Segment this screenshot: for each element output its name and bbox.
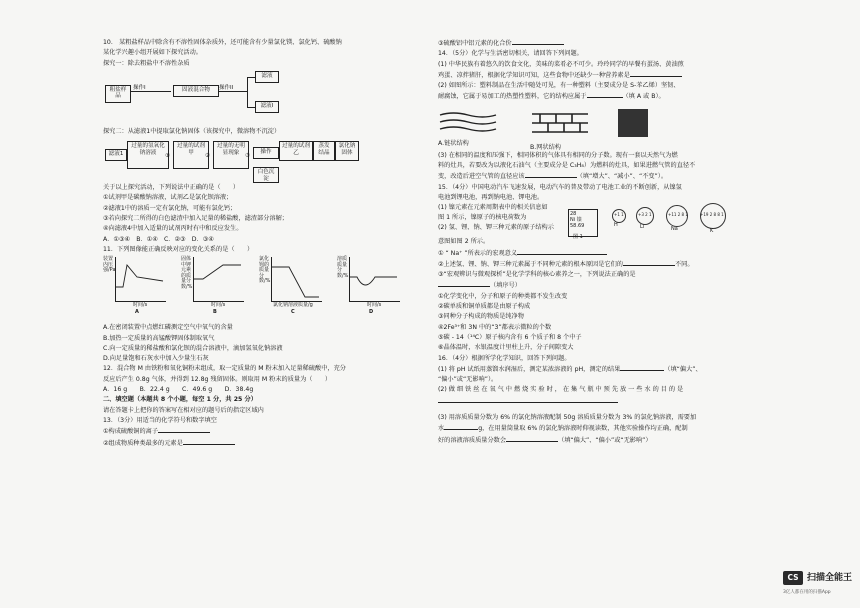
graph-b-ylabel: 固体中钾元素的质量分数/%: [181, 256, 193, 290]
q15-option-3: ③同种分子构成的物质是纯净物: [438, 313, 524, 321]
q14-stem: 14．（5分）化学与生活密切相关，请回答下列问题。: [438, 50, 583, 58]
q15-blank-r1[interactable]: [517, 248, 607, 255]
q15-option-6: ⑥晶体温时，水银温度计里柱上升，分子间隙变大: [438, 344, 574, 352]
q14-3-hint: （填“增大”、“减小”、“不变”）。: [576, 173, 668, 181]
explore2-title: 探究二：从滤液1中提取氯化钠固体（该探究中，微溶物不沉淀）: [103, 127, 281, 135]
q10-choices: A．①③④ B．①④ C．②③ D．③④: [103, 235, 214, 243]
chain-structure-image: [438, 109, 498, 137]
q11-stem: 11．下列图像能正确反映对应的变化关系的是（ ）: [103, 245, 254, 253]
graph-c: [259, 256, 323, 316]
graph-b: [181, 256, 245, 316]
graph-c-letter: C: [291, 309, 295, 316]
scanner-app-tagline: 3亿人都在用的扫描App: [783, 590, 831, 595]
q15-stem-2: 电池到锂电池，再到钠电池、钾电池。: [438, 193, 544, 201]
q13-item3: [438, 38, 760, 49]
q15-r2-text: ②上述氢、锂、钠、钾三种元素属于不同种元素的根本原因是它们的: [438, 260, 623, 268]
q15-1-line1: (1) 镍元素在元素周期表中的相关信息如: [438, 204, 548, 212]
q16-blank3[interactable]: [444, 423, 478, 430]
q13-item1-text: ①构成硫酸铜的离子: [103, 428, 159, 436]
graph-d-xlabel: 时间/s: [367, 302, 382, 309]
q14-blank3[interactable]: [525, 171, 577, 178]
part2-heading: 二、填空题（本题共 8 个小题，每空 1 分，共 25 分）: [103, 396, 257, 404]
q13-item3-text: ③硫酸铝中铝元素的化合价: [438, 40, 512, 47]
q10-intro-line2: 某化学兴趣小组开展如下探究活动。: [103, 49, 202, 57]
q15-r2: [438, 259, 760, 270]
lithium-label: Li: [640, 224, 645, 231]
q16-3-text: g，在用量筒量取 6% 的氯化钠溶液时仰视读数，其他实验操作均正确，配制: [478, 425, 688, 433]
q10-intro-line1: 10. 某粗盐样品中除含有不溶性固体杂质外，还可能含有少量氯化镁、氯化钙、硫酸钠: [103, 39, 342, 46]
q11-option-b: B.加热一定质量的高锰酸钾固体制取氧气: [103, 334, 215, 342]
op2-label: 操作II: [219, 84, 234, 91]
atom-figures: [438, 203, 760, 241]
q15-option-5: ⑤碳 - 14（¹⁴C）原子核内含有 6 个质子和 8 个中子: [438, 333, 582, 341]
graph-d-curve: [349, 257, 399, 301]
graph-a-xlabel: 时间/s: [133, 302, 148, 309]
q14-1-text: 鸡蛋、凉拌猪肝，根据化学知识可知，这些食物中还缺少一种营养素是: [438, 71, 630, 79]
potassium-label: K: [710, 228, 714, 235]
filtrate1-box: 滤液I: [255, 101, 279, 113]
graph-a-ylabel: 装置内压强/Pa: [103, 256, 116, 274]
q14-3-line1: (3) 在相同的温度和压强下，相同体积的气体具有相同的分子数。现有一套以天然气为燃: [438, 151, 678, 159]
operation-box: 操作: [253, 147, 279, 159]
filtrate1-start: 滤液1: [105, 149, 127, 161]
q14-2-line2: [438, 91, 760, 102]
q16-blank4[interactable]: [506, 435, 558, 442]
explore1-title: 探究一：除去粗盐中不溶性杂质: [103, 59, 190, 67]
graph-b-letter: B: [213, 309, 217, 316]
graph-d-ylabel: 溶质质量分数/%: [337, 256, 349, 279]
nickel-atomic-number: 28: [570, 211, 577, 218]
part2-note: 请在答题卡上把你的答案写在相对应的题号后的指定区域内: [103, 406, 264, 414]
q15-r2-tail: 不同。: [674, 260, 694, 268]
network-structure-image: [530, 109, 590, 137]
q16-3-water: 水: [438, 425, 445, 433]
q15-blank-r3[interactable]: [438, 280, 490, 287]
q16-3-line3: [438, 435, 760, 446]
filtrate-box: 滤液: [255, 71, 279, 83]
reagent2-box: 过量的试剂甲: [173, 141, 209, 169]
q16-1-line2: “偏小”或“无影响”）。: [438, 376, 498, 384]
q14-2-text: 耐腐蚀，它属于易加工的热塑性塑料，它的结构应属于: [438, 93, 587, 101]
q16-1-hint: （填“偏大”、: [664, 365, 702, 373]
q12-line1: 12．混合物 M 由铁粉和氧化铜粉末组成，取一定质量的 M 粉末加入足量稀硫酸中，充分: [103, 365, 346, 373]
q11-option-d: D.向足量饱和石灰水中加入少量生石灰: [103, 355, 209, 363]
right-column: [438, 38, 760, 446]
reagent3-box: 过量的无明显现象: [213, 141, 249, 169]
q15-2-line1: (2) 氢、锂、钠、钾三种元素的原子结构示: [438, 224, 554, 232]
q10-stem: 关于以上探究活动，下列说法中正确的是（ ）: [103, 184, 240, 192]
q16-3-line1: (3) 用溶质质量分数为 6% 的氯化钠溶液配制 50g 溶质质量分数为 3% 的氯化钠溶液，需要加: [438, 414, 697, 422]
q15-blank-r2[interactable]: [623, 259, 675, 266]
sodium-label: Na: [671, 226, 678, 233]
network-structure-label: B.网状结构: [530, 143, 561, 151]
q10-option-4: ④向滤液4中加入适量的试剂丙时有中和反应发生。: [103, 225, 243, 233]
chain-structure-label: A.链状结构: [438, 139, 469, 147]
lithium-shells: +3 2 1: [638, 212, 652, 218]
q14-2-line1: (2) 如图所示：塑料制品在生活中随处可见，有一种塑料（主要成分是 S-苯乙烯）坚韧、: [438, 82, 680, 90]
graph-a-letter: A: [135, 309, 139, 316]
nacl-solid-box: 氯化钠固体: [335, 141, 359, 161]
q13-blank2[interactable]: [183, 438, 235, 445]
q10-option-1: ①试剂甲是碳酸钠溶液，试剂乙是氯化钡溶液；: [103, 194, 233, 202]
q14-1-line1: (1) 中华民族有着悠久的饮食文化，美味的菜肴必不可少。玲玲同学的早餐有蛋汤、黄油煎: [438, 60, 684, 68]
q16-3-text2: 好的溶液溶质质量分数会: [438, 436, 507, 444]
q10-option-2: ②滤液1中的溶质一定有氯化钠，可能有氯化钙；: [103, 204, 237, 212]
q15-r3-hint: （填序号）: [490, 282, 521, 290]
hydrogen-shells: +1 1: [614, 212, 624, 218]
q15-1-text: 图 1 所示，镍原子的核电荷数为: [438, 214, 527, 222]
white-precipitate-box: 白色沉淀: [253, 167, 279, 183]
graph-d-letter: D: [369, 309, 374, 316]
evaporation-box: 蒸发结晶: [313, 141, 335, 161]
graph-b-xlabel: 时间/s: [211, 302, 226, 309]
q16-3-line2: [438, 423, 760, 434]
crude-salt-box: 粗盐样品: [105, 85, 131, 103]
nickel-name: 镍: [576, 217, 582, 224]
q14-blank2[interactable]: [587, 91, 623, 98]
q11-option-c: C.向一定质量的稀盐酸和氯化钡的混合溶液中，滴加氢氧化钠溶液: [103, 344, 283, 352]
q10-option-3: ③若向探究二所得的白色滤渣中加入足量的稀盐酸，滤渣部分溶解；: [103, 215, 288, 223]
scanner-app-name: 扫描全能王: [807, 573, 853, 583]
q12-line2: 反应后产生 0.8g 气体，并得到 12.8g 残留固体。则取用 M 粉末的质量为（ ）: [103, 375, 332, 383]
nickel-symbol: Ni: [570, 217, 576, 224]
solid-liquid-box: 固液混合物: [173, 85, 219, 97]
graph-a: [103, 256, 167, 316]
q15-r1-text: ① “ Na⁺ ”所表示的宏观意义: [438, 249, 518, 257]
graph-d: [337, 256, 401, 316]
graph-c-xlabel: 氯化钠溶液质量/g: [273, 302, 313, 309]
step2-label: ②: [205, 153, 210, 160]
q12-choices: A．16 g B．22.4 g C．49.6 g D．38.4g: [103, 386, 254, 394]
q16-2-line1: (2) 做 细 铁 丝 在 氧 气 中 燃 烧 实 验 时 ， 在 集 气 瓶 中 预 先 放 一 些 水 的 目 的 是: [438, 386, 684, 394]
left-column: [103, 38, 421, 449]
q14-blank1[interactable]: [630, 70, 682, 77]
graph-c-ylabel: 氯化钡的质量分数/%: [259, 256, 271, 285]
q15-r1: [438, 248, 760, 259]
step1-label: ①: [165, 153, 170, 160]
q11-graphs: [103, 255, 421, 323]
graph-b-curve: [193, 257, 243, 301]
q11-option-a: A.在密闭装置中点燃红磷测定空气中氧气的含量: [103, 324, 233, 332]
reagent4-box: 过量的试剂乙: [279, 141, 313, 161]
q16-2-line2: [438, 396, 760, 407]
q15-r3-line1: ③“宏观辨识与微观探析”是化学学科的核心素养之一，下列说法正确的是: [438, 271, 636, 279]
reagent1-box: 过量的氢氧化钠溶液: [127, 141, 169, 169]
graph-a-curve: [115, 257, 165, 301]
q13-blank1[interactable]: [158, 426, 210, 433]
q13-item2-text: ②组成物质种类最多的元素是: [103, 439, 183, 447]
q15-option-1: ①化学变化中，分子和原子的种类都不发生改变: [438, 292, 568, 300]
q16-1-line1: [438, 364, 760, 375]
q16-1-text: (1) 将 pH 试纸用蒸馏水润湿后，测定某浓溶液的 pH，测定的结果: [438, 365, 621, 373]
q16-stem: 16．（4分）根据所学化学知识，回答下列问题。: [438, 354, 571, 362]
q13-item2: [103, 438, 421, 449]
q14-2-hint: （填 A 或 B）。: [622, 93, 665, 101]
scanner-logo: CS: [783, 571, 803, 585]
plastic-photo: [618, 109, 648, 137]
q14-1-line2: [438, 70, 760, 81]
q16-blank2[interactable]: [438, 396, 618, 403]
q14-3-text: 变，改造后进空气管的直径应该: [438, 173, 525, 181]
q16-blank1[interactable]: [620, 364, 664, 371]
q14-3-line2: 料的灶具，若要改为以液化石油气（主要成分是 C₃H₈）为燃料的灶具，如果进燃气管的直径不: [438, 162, 696, 170]
sodium-shells: +11 2 8 1: [668, 212, 688, 218]
q15-option-2: ②碳单质和铜单质都是由原子构成: [438, 303, 531, 311]
q13-blank3[interactable]: [512, 38, 564, 45]
q15-stem: 15．（4分）中国电动汽车飞速发展，电动汽车的普及带动了电池工业的不断创新，从镍氢: [438, 183, 682, 191]
op1-label: 操作I: [133, 84, 146, 91]
flow-diagram-2: [103, 137, 421, 183]
q15-r3-line2: [438, 280, 760, 291]
figure1-label: 图 1: [573, 234, 583, 241]
flow-diagram-1: [103, 69, 421, 127]
potassium-shells: +19 2 8 8 1: [700, 212, 724, 218]
q13-item1: [103, 426, 421, 437]
hydrogen-label: H: [614, 222, 618, 229]
q15-2-line2: 意图如图 2 所示。: [438, 238, 490, 246]
nickel-mass: 58.69: [570, 223, 585, 230]
q13-stem: 13．（3分）用适当的化学符号和数字填空: [103, 416, 217, 424]
graph-c-curve: [271, 257, 321, 301]
q16-3-hint: （填“偏大”、“偏小”或“无影响”）: [558, 436, 652, 444]
step3-label: ③: [245, 153, 250, 160]
q14-3-line3: [438, 171, 760, 182]
polymer-structures: [438, 103, 760, 151]
q15-option-4: ④2Fe³⁺和 3N 中的“3”都表示微粒的个数: [438, 323, 552, 331]
